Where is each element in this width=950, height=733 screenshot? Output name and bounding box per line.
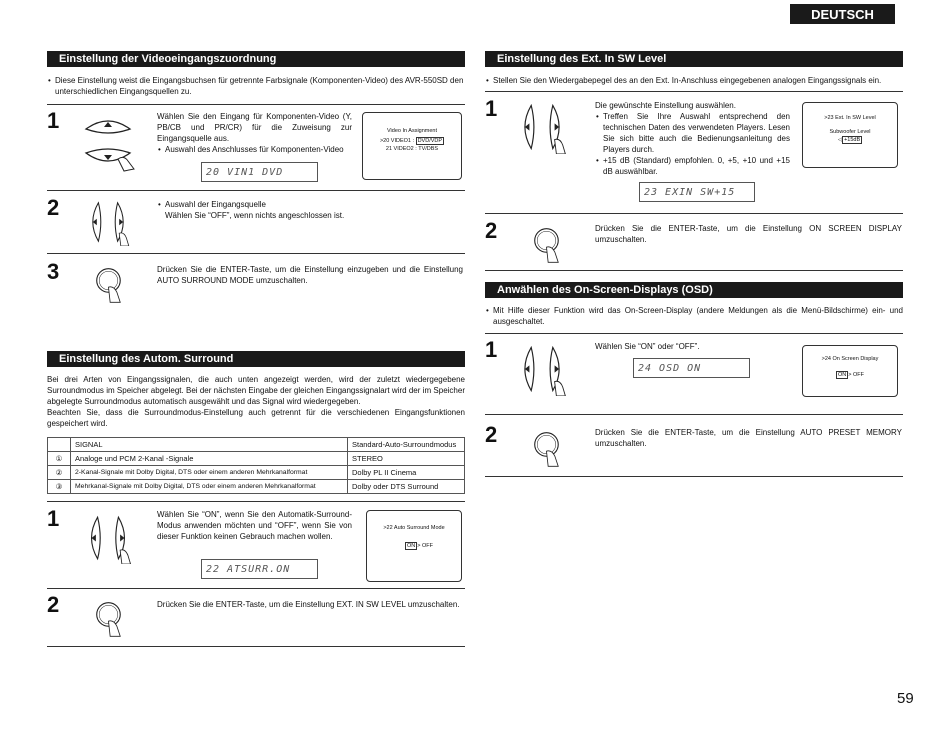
divider [47,190,465,191]
osd-selected-value: DVD/VDP [417,138,443,144]
lcd-display: 22 ATSURR.ON [201,559,318,579]
divider [47,104,465,105]
section-heading-ext-in-sw-level: Einstellung des Ext. In SW Level [485,51,903,67]
step-bullet: • +15 dB (Standard) empfohlen. 0, +5, +10 und +15 dB auswählbar. [603,155,790,177]
table-header-cell: SIGNAL [71,438,348,452]
step-bullet: • Auswahl der Eingangsquelle [165,199,457,210]
osd-selected-value: +15dB [844,137,861,143]
step-instruction: Wählen Sie “ON” oder “OFF”. [595,342,700,351]
up-down-arrow-buttons-icon [78,110,138,172]
table-cell: Mehrkanal-Signale mit Dolby Digital, DTS oder einem anderen Mehrkanalformat [71,480,348,494]
osd-option: > OFF [417,543,433,549]
table-row [48,452,465,466]
step-number: 1 [47,108,60,133]
step-number: 2 [47,195,60,220]
step-instruction: Drücken Sie die ENTER-Taste, um die Einstellung EXT. IN SW LEVEL umzuschalten. [157,600,460,609]
intro-text [47,75,465,97]
table-cell: ② [48,466,71,480]
signal-table [47,437,465,494]
osd-line: Subwoofer Level [829,129,871,135]
osd-line: >20 VIDEO1 : [379,138,416,144]
step-text [157,111,352,155]
osd-line: 21 VIDEO2 : TV/DBS [385,146,439,152]
table-cell: STEREO [348,452,465,466]
step-text [157,199,457,221]
enter-button-icon [90,262,132,304]
step-number: 1 [485,96,498,121]
lcd-display: 20 VIN1 DVD [201,162,318,182]
intro-text [485,305,903,327]
step-number: 1 [47,506,60,531]
intro-bullet: • Diese Einstellung weist die Eingangsbuchsen für getrennte Farbsignale (Komponenten-Video) des AVR-550SD den unterschiedlichen Eingangsquellen zu. [55,75,465,97]
section-heading-osd: Anwählen des On-Screen-Displays (OSD) [485,282,903,298]
step-number: 2 [485,422,498,447]
step-instruction: Drücken Sie die ENTER-Taste, um die Einstellung ON SCREEN DISPLAY umzuschalten. [595,224,902,244]
table-cell: Dolby PL II Cinema [348,466,465,480]
divider [47,501,465,502]
osd-option: > OFF [848,372,864,378]
step-instruction: Drücken Sie die ENTER-Taste, um die Einstellung AUTO PRESET MEMORY umzuschalten. [595,428,902,448]
table-header-row [48,438,465,452]
step-number: 1 [485,337,498,362]
step-instruction: Wählen Sie “ON”, wenn Sie den Automatik-Surround-Modus anwenden möchten und “OFF”, wenn Sie von dieser Funktion keinen Gebrauch machen wollen. [157,510,352,541]
table-row [48,466,465,480]
intro-text [47,374,465,429]
intro-paragraph: Bei drei Arten von Eingangssignalen, die auch unten angezeigt werden, wird der zuletzt wiedergegebene Surroundmodus im Speicher abgelegt. Bei der nächsten Eingabe der gleichen Eingangssignalart wird der im Speicher abgelegte Surroundmodus automatisch ausgewählt und das Signal wird wiedergegeben. [47,375,465,406]
table-cell: ③ [48,480,71,494]
page-number: 59 [897,690,914,707]
left-right-arrow-buttons-icon [78,512,138,564]
enter-button-icon [90,596,132,638]
step-bullet: • Treffen Sie Ihre Auswahl entsprechend den technischen Daten des verwendeten Players. Lesen Sie sich bitte auch die Bedienungsanleitung des Players durch. [603,111,790,155]
divider [47,253,465,254]
language-tab: DEUTSCH [790,4,895,24]
osd-screen [366,510,462,582]
section-heading-auto-surround: Einstellung des Autom. Surround [47,351,465,367]
table-cell: Analoge und PCM 2-Kanal -Signale [71,452,348,466]
enter-button-icon [528,426,570,468]
intro-bullet: • Mit Hilfe dieser Funktion wird das On-Screen-Display (andere Meldungen als die Menü-Bildschirme) ein- und ausgeschaltet. [493,305,903,327]
left-right-arrow-buttons-icon [512,100,572,154]
osd-selected-value: ON [407,543,416,549]
osd-selected-value: ON [838,372,847,378]
osd-title: >23 Ext. In SW Level [824,115,876,121]
section-heading-video-input-assignment: Einstellung der Videoeingangszuordnung [47,51,465,67]
step-instruction: Wählen Sie den Eingang für Komponenten-Video (Y, PB/CB und PR/CR) für die Zuweisung zur Eingangsquelle aus. [157,112,352,143]
osd-title: >22 Auto Surround Mode [383,525,445,531]
divider [485,270,903,271]
divider [47,588,465,589]
step-instruction: Drücken Sie die ENTER-Taste, um die Einstellung einzugeben und die Einstellung AUTO SURROUND MODE umzuschalten. [157,265,463,285]
divider [485,213,903,214]
left-right-arrow-buttons-icon [512,342,572,396]
left-right-arrow-buttons-icon [78,198,138,246]
step-bullet: • Auswahl des Anschlusses für Komponenten-Video [165,144,352,155]
osd-screen [362,112,462,180]
osd-title: Video In Assignment [386,128,438,134]
table-cell: ① [48,452,71,466]
divider [485,476,903,477]
step-number: 3 [47,259,60,284]
enter-button-icon [528,222,570,264]
divider [485,414,903,415]
osd-screen [802,345,898,397]
divider [47,646,465,647]
intro-paragraph: Beachten Sie, dass die Surroundmodus-Einstellung auch getrennt für die verschiedenen Eingangsfunktionen gespeichert wird. [47,408,465,428]
step-text [595,100,790,177]
osd-title: >24 On Screen Display [821,356,879,362]
divider [485,333,903,334]
osd-screen: >23 Ext. In SW Level Subwoofer Level ◁ +15dB [802,102,898,168]
table-header-cell: Standard-Auto-Surroundmodus [348,438,465,452]
lcd-display: 24 OSD ON [633,358,750,378]
table-row [48,480,465,494]
lcd-display: 23 EXIN SW+15 [639,182,755,202]
divider [485,91,903,92]
table-cell: Dolby oder DTS Surround [348,480,465,494]
step-number: 2 [485,218,498,243]
table-header-cell [48,438,71,452]
intro-bullet: • Stellen Sie den Wiedergabepegel des an den Ext. In-Anschluss eingegebenen analogen Eingangssignals ein. [493,75,903,86]
table-cell: 2-Kanal-Signale mit Dolby Digital, DTS oder einem anderen Mehrkanalformat [71,466,348,480]
step-number: 2 [47,592,60,617]
step-instruction: Wählen Sie “OFF”, wenn nichts angeschlossen ist. [165,211,345,220]
step-instruction: Die gewünschte Einstellung auswählen. [595,101,736,110]
intro-text [485,75,903,86]
